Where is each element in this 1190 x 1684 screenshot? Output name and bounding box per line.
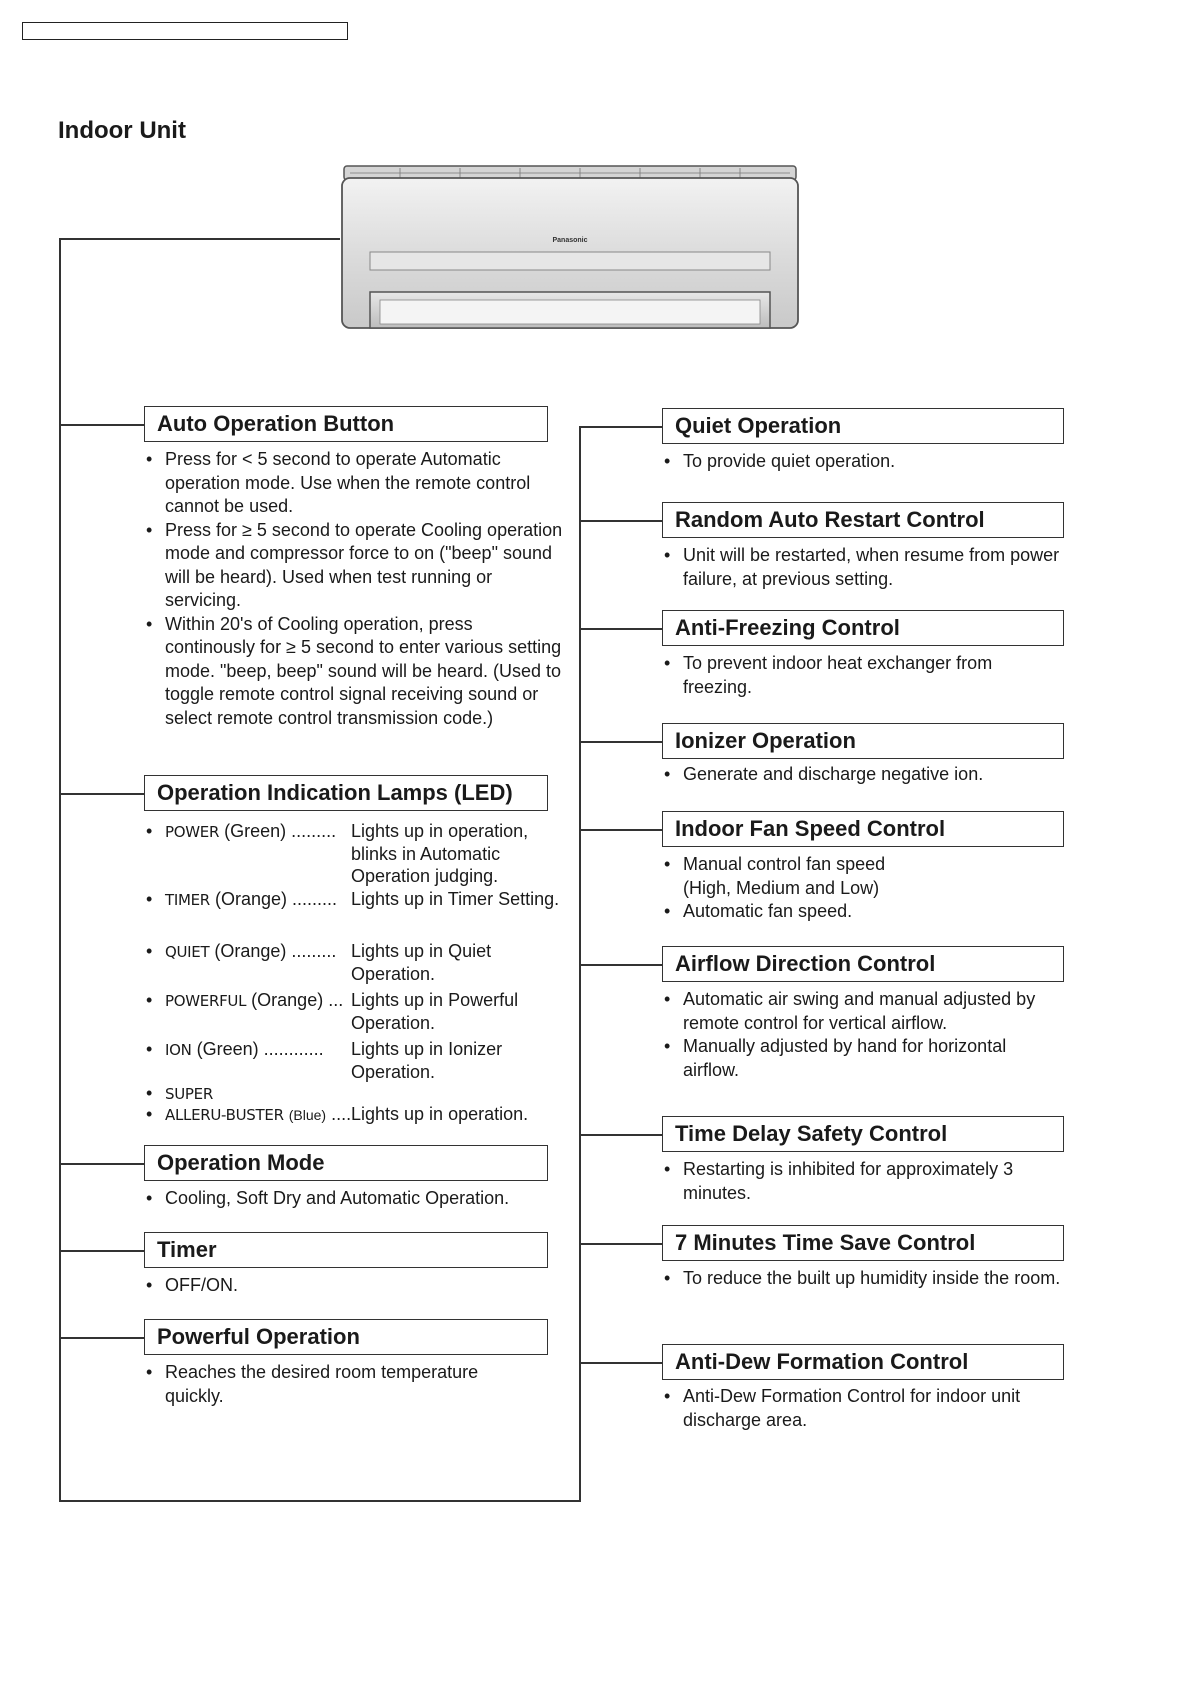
left-bracket-vertical: [59, 238, 61, 1501]
ionizer-operation-heading: Ionizer Operation: [662, 723, 1064, 759]
led-item-super-alleru-buster: [144, 1082, 564, 1128]
leader-dots: ...: [323, 990, 344, 1010]
led-color: (Orange): [214, 889, 287, 909]
quiet-operation-heading: Quiet Operation: [662, 408, 1064, 444]
indoor-unit-illustration: [340, 164, 800, 334]
list-item: • Press for ≥ 5 second to operate Cooling operation mode and compressor force to on ("beep" sound will be heard). Used when test running or servicing.: [144, 519, 564, 613]
timer-heading: Timer: [144, 1232, 548, 1268]
connector: [579, 628, 662, 630]
led-name: QUIET: [165, 943, 210, 961]
led-item-power: [144, 820, 564, 888]
list-item: • Automatic air swing and manual adjusted by remote control for vertical airflow.: [662, 988, 1062, 1035]
time-delay-safety-list: [662, 1158, 1062, 1205]
list-item: • Unit will be restarted, when resume from power failure, at previous setting.: [662, 544, 1062, 591]
list-item: • Reaches the desired room temperature quickly.: [144, 1361, 524, 1408]
list-item: • Cooling, Soft Dry and Automatic Operation.: [144, 1187, 564, 1211]
led-desc: Lights up in Timer Setting.: [351, 889, 560, 909]
time-delay-safety-heading: Time Delay Safety Control: [662, 1116, 1064, 1152]
auto-operation-list: [144, 448, 564, 730]
header-box: [22, 22, 348, 40]
leader-dots: ....: [326, 1104, 352, 1124]
led-desc: Lights up in operation, blinks in Automatic Operation judging.: [351, 821, 529, 886]
leader-dots: .........: [286, 889, 337, 909]
random-auto-restart-heading: Random Auto Restart Control: [662, 502, 1064, 538]
list-item: • Manual control fan speed (High, Medium and Low): [662, 853, 912, 900]
led-item-ion: [144, 1038, 564, 1082]
page-title: Indoor Unit: [58, 117, 186, 144]
unit-connector: [59, 238, 340, 240]
led-name: ALLERU-BUSTER: [165, 1106, 284, 1124]
list-item: • Automatic fan speed.: [662, 900, 912, 924]
anti-dew-formation-heading: Anti-Dew Formation Control: [662, 1344, 1064, 1380]
led-list: [144, 820, 564, 1128]
indoor-fan-speed-list: [662, 853, 912, 924]
list-item: • Generate and discharge negative ion.: [662, 763, 1062, 787]
led-item-timer: [144, 888, 564, 940]
led-name: SUPER: [165, 1085, 213, 1103]
timer-list: [144, 1274, 564, 1298]
led-color: (Orange): [214, 941, 287, 961]
led-color: (Blue): [288, 1107, 327, 1123]
leader-dots: .........: [286, 821, 337, 841]
led-name: ION: [165, 1041, 192, 1059]
random-auto-restart-list: [662, 544, 1062, 591]
connector: [59, 1163, 144, 1165]
connector: [579, 1134, 662, 1136]
ionizer-operation-list: [662, 763, 1062, 787]
list-item: • OFF/ON.: [144, 1274, 564, 1298]
brand-logo: Panasonic: [552, 237, 588, 244]
led-desc: Lights up in Powerful Operation.: [351, 990, 519, 1033]
operation-mode-heading: Operation Mode: [144, 1145, 548, 1181]
led-color: (Green): [224, 821, 287, 841]
powerful-operation-heading: Powerful Operation: [144, 1319, 548, 1355]
connector: [59, 793, 144, 795]
indoor-fan-speed-heading: Indoor Fan Speed Control: [662, 811, 1064, 847]
led-color: (Orange): [251, 990, 324, 1010]
connector: [579, 964, 662, 966]
list-item: • Press for < 5 second to operate Automatic operation mode. Use when the remote control cannot be used.: [144, 448, 564, 519]
connector: [579, 741, 662, 743]
list-item: • Within 20's of Cooling operation, press continously for ≥ 5 second to enter various setting mode. "beep, beep" sound will be heard. (Used to toggle remote control signal receiving sound or select remote control transmission code.): [144, 613, 564, 731]
led-item-powerful: [144, 989, 564, 1038]
operation-mode-list: [144, 1187, 564, 1211]
connector: [59, 1250, 144, 1252]
anti-freezing-heading: Anti-Freezing Control: [662, 610, 1064, 646]
led-item-quiet: [144, 940, 564, 989]
seven-minutes-time-save-list: [662, 1267, 1062, 1291]
led-name: TIMER: [165, 891, 210, 909]
connector: [579, 520, 662, 522]
list-item: • Manually adjusted by hand for horizontal airflow.: [662, 1035, 1062, 1082]
connector: [579, 1243, 662, 1245]
connector: [579, 426, 662, 428]
connector: [579, 1362, 662, 1364]
list-item: • To prevent indoor heat exchanger from freezing.: [662, 652, 1042, 699]
led-name: POWER: [165, 823, 220, 841]
led-desc: Lights up in Quiet Operation.: [351, 941, 492, 984]
led-heading: Operation Indication Lamps (LED): [144, 775, 548, 811]
airflow-direction-heading: Airflow Direction Control: [662, 946, 1064, 982]
connector: [59, 424, 144, 426]
led-color: (Green): [196, 1039, 259, 1059]
led-desc: Lights up in Ionizer Operation.: [351, 1039, 503, 1082]
connector: [579, 829, 662, 831]
list-item: • To reduce the built up humidity inside the room.: [662, 1267, 1062, 1291]
list-item: • Restarting is inhibited for approximately 3 minutes.: [662, 1158, 1062, 1205]
anti-freezing-list: [662, 652, 1042, 699]
leader-dots: ............: [258, 1039, 324, 1059]
seven-minutes-time-save-heading: 7 Minutes Time Save Control: [662, 1225, 1064, 1261]
leader-dots: .........: [286, 941, 337, 961]
anti-dew-formation-list: [662, 1385, 1042, 1432]
connector: [59, 1337, 144, 1339]
bracket-bottom: [59, 1500, 580, 1502]
led-name: POWERFUL: [165, 992, 247, 1010]
list-item: • To provide quiet operation.: [662, 450, 1062, 474]
powerful-operation-list: [144, 1361, 524, 1408]
led-desc: Lights up in operation.: [351, 1104, 529, 1124]
airflow-direction-list: [662, 988, 1062, 1082]
quiet-operation-list: [662, 450, 1062, 474]
auto-operation-heading: Auto Operation Button: [144, 406, 548, 442]
list-item: • Anti-Dew Formation Control for indoor unit discharge area.: [662, 1385, 1042, 1432]
